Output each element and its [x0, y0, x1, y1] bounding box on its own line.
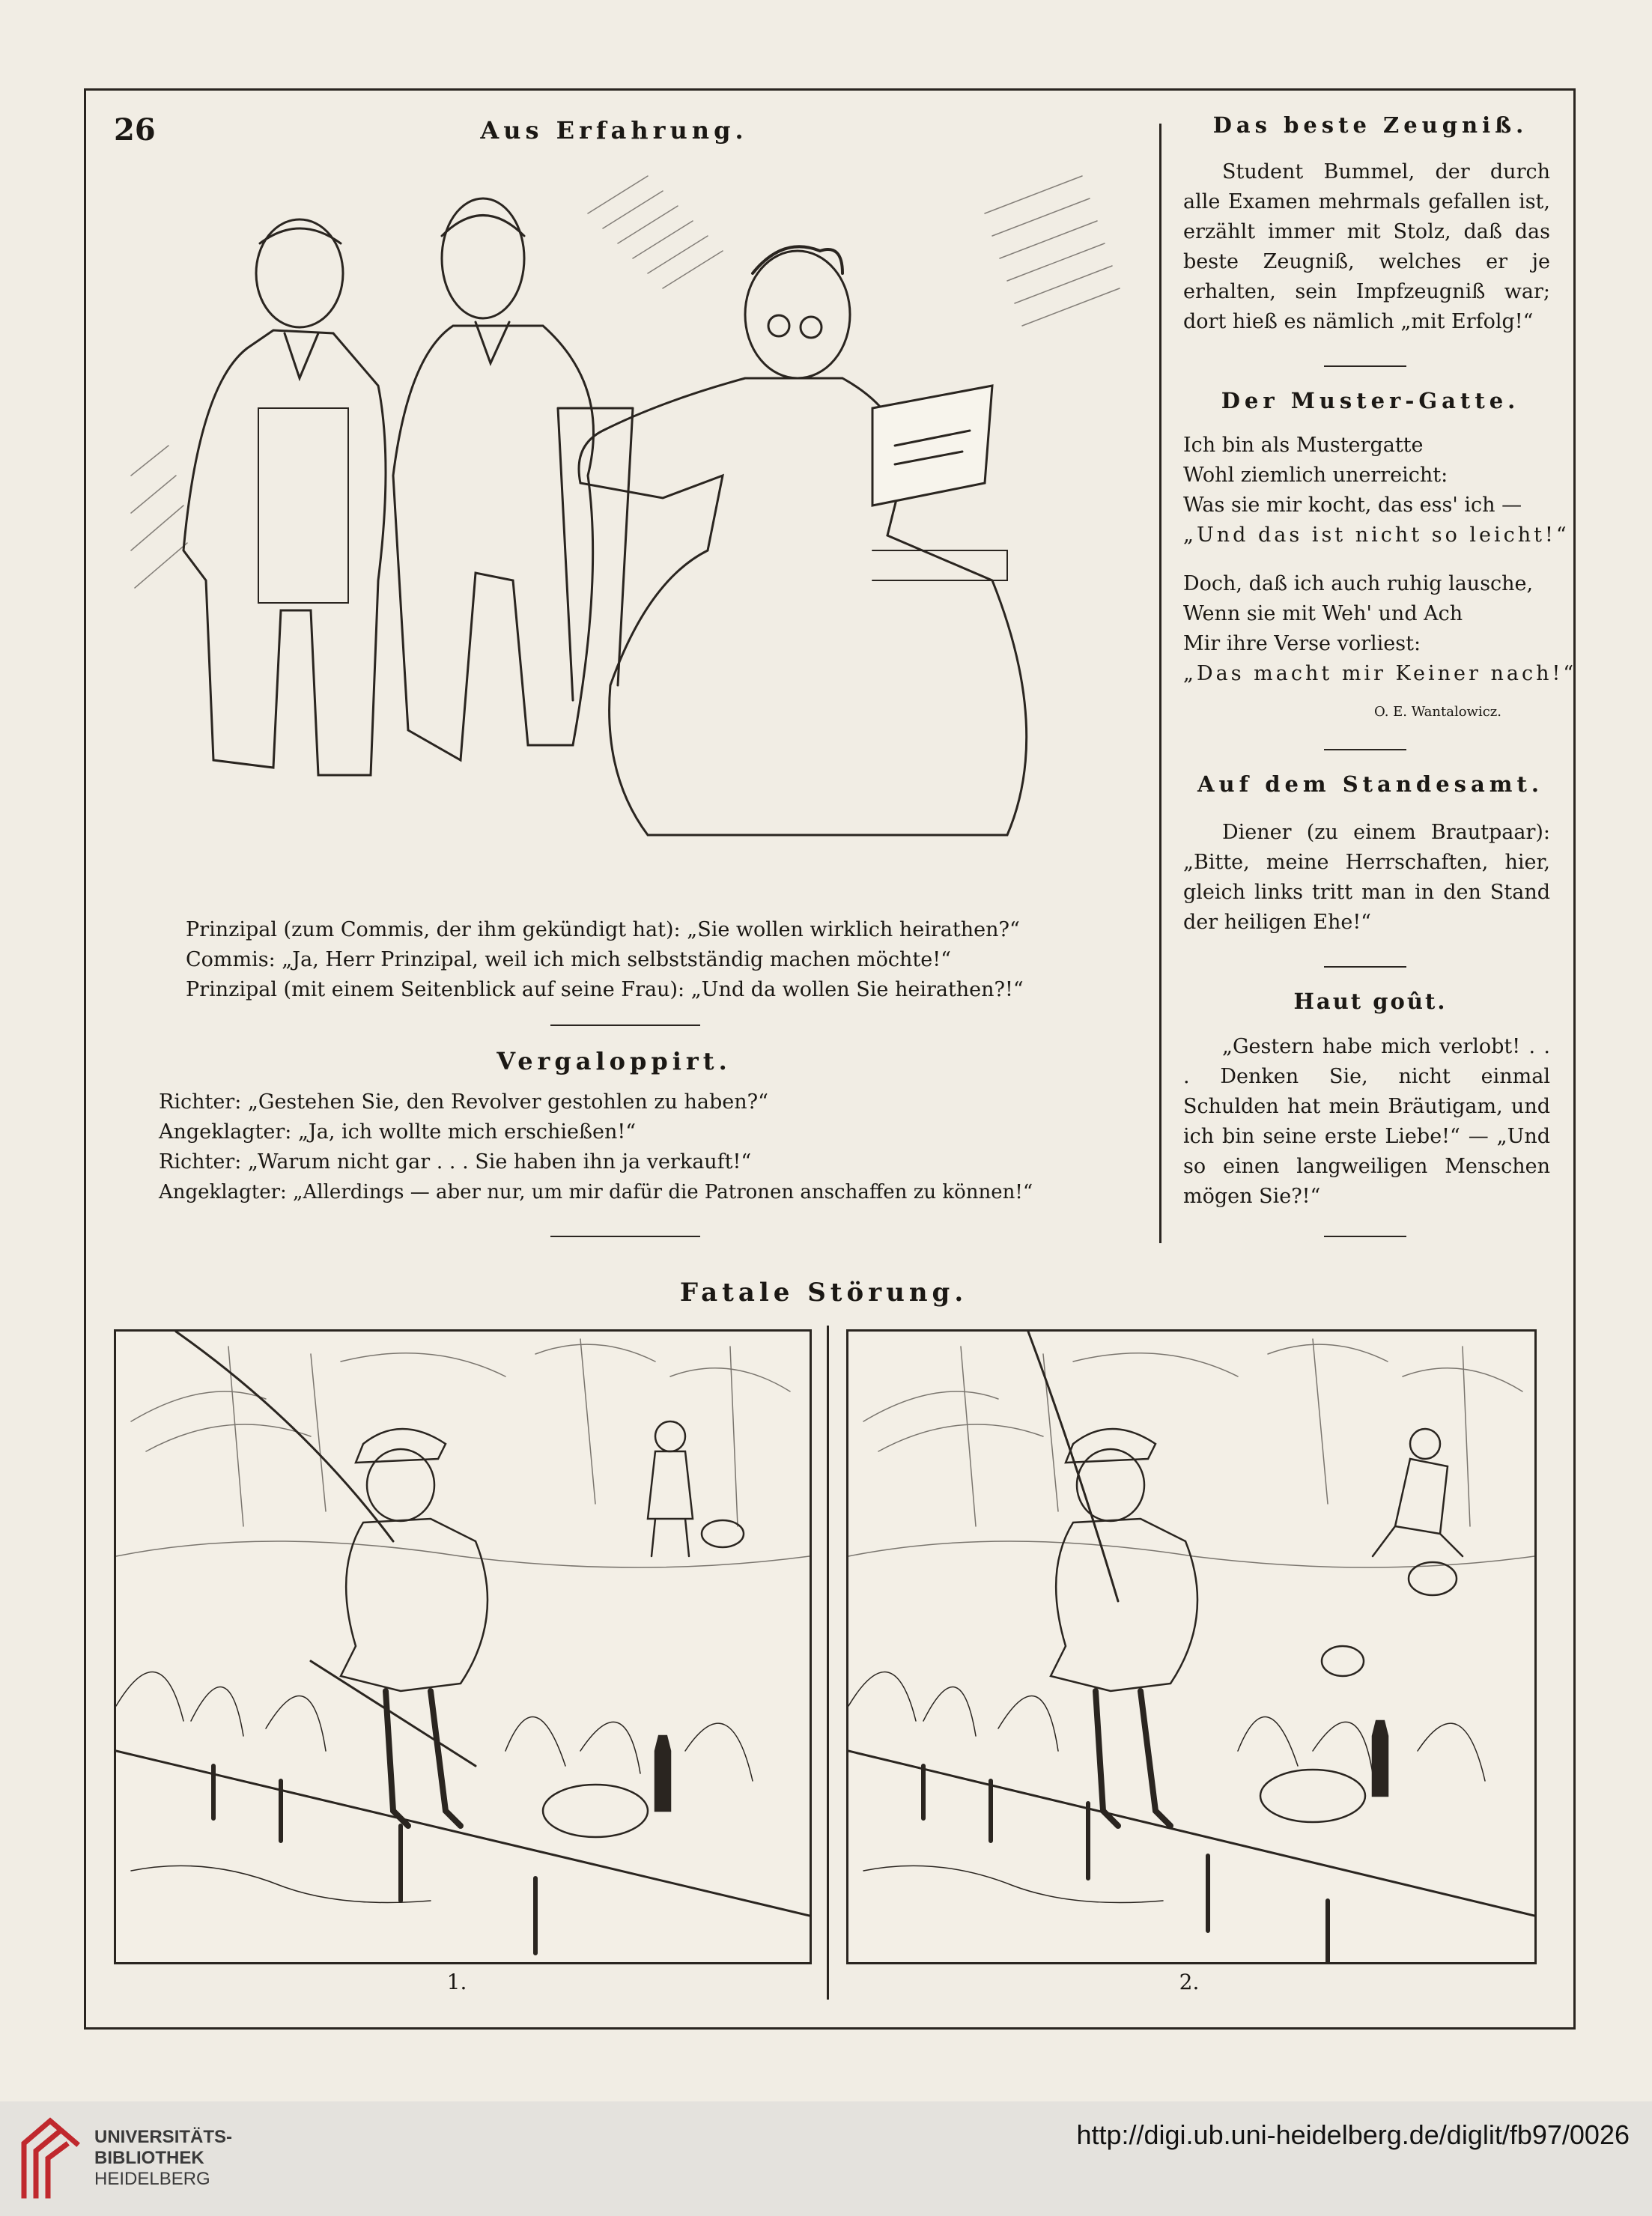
haut-gout-text: „Gestern habe mich verlobt! . . . Denken Sie, nicht einmal Schulden hat mein Bräutigam, und ich bin seine erste Liebe!“ — „Und so einen langweiligen Menschen mögen Sie?!“	[1183, 1035, 1550, 1208]
separator	[1324, 1236, 1406, 1237]
aus-erfahrung-line-1: Prinzipal (zum Commis, der ihm gekündigt hat): „Sie wollen wirklich heirathen?“	[186, 918, 1020, 941]
panel-2-label: 2.	[1179, 1970, 1200, 1994]
muster-gatte-stanza-1-line-2: Wohl ziemlich unerreicht:	[1183, 464, 1448, 487]
vergaloppirt-line-3: Richter: „Warum nicht gar . . . Sie haben ihn ja verkauft!“	[159, 1150, 752, 1174]
page-number: 26	[114, 112, 156, 148]
university-logo-text	[94, 2127, 232, 2190]
title-vergaloppirt: Vergaloppirt.	[496, 1047, 732, 1075]
logo-line-1: UNIVERSITÄTS-	[94, 2127, 233, 2147]
separator	[1324, 365, 1406, 367]
separator	[550, 1236, 700, 1237]
aus-erfahrung-line-3: Prinzipal (mit einem Seitenblick auf seine Frau): „Und da wollen Sie heirathen?!“	[186, 978, 1024, 1001]
muster-gatte-stanza-2-line-1: Doch, daß ich auch ruhig lausche,	[1183, 572, 1534, 595]
muster-gatte-stanza-2-line-3: Mir ihre Verse vorliest:	[1183, 632, 1421, 655]
separator	[550, 1024, 700, 1026]
logo-line-3: HEIDELBERG	[94, 2169, 210, 2189]
panel-1-label: 1.	[446, 1970, 467, 1994]
title-haut-gout: Haut goût.	[1293, 989, 1448, 1014]
title-muster-gatte: Der Muster-Gatte.	[1221, 388, 1520, 413]
logo-line-2: BIBLIOTHEK	[94, 2148, 204, 2168]
muster-gatte-stanza-1-line-1: Ich bin als Mustergatte	[1183, 434, 1424, 457]
muster-gatte-stanza-2-line-2: Wenn sie mit Weh' und Ach	[1183, 602, 1463, 625]
source-url-link[interactable]: http://digi.ub.uni-heidelberg.de/diglit/fb97/0026	[1076, 2119, 1630, 2150]
panel-divider	[827, 1326, 829, 2000]
column-divider	[1159, 124, 1161, 1243]
title-fatale-stoerung: Fatale Störung.	[679, 1278, 968, 1308]
vergaloppirt-line-1: Richter: „Gestehen Sie, den Revolver gestohlen zu haben?“	[159, 1090, 768, 1114]
comic-panel-2	[846, 1329, 1537, 1964]
muster-gatte-stanza-1-line-4: „Und das ist nicht so leicht!“	[1183, 523, 1570, 547]
footer-bar	[0, 2101, 1652, 2216]
aus-erfahrung-line-2: Commis: „Ja, Herr Prinzipal, weil ich mich selbstständig machen möchte!“	[186, 948, 951, 971]
vergaloppirt-line-4: Angeklagter: „Allerdings — aber nur, um mir dafür die Patronen anschaffen zu können!“	[159, 1181, 1033, 1203]
separator	[1324, 749, 1406, 750]
title-aus-erfahrung: Aus Erfahrung.	[480, 116, 748, 145]
illustration-aus-erfahrung	[124, 161, 1150, 857]
separator	[1324, 966, 1406, 968]
university-logo-icon	[16, 2113, 84, 2202]
beste-zeugniss-text: Student Bummel, der durch alle Examen mehrmals gefallen ist, erzählt immer mit Stolz, daß das beste Zeugniß, welches er je erhalten, sein Impfzeugniß war; dort hieß es nämlich „mit Erfolg!“	[1183, 160, 1550, 333]
title-standesamt: Auf dem Standesamt.	[1197, 771, 1543, 797]
standesamt-text: Diener (zu einem Brautpaar): „Bitte, meine Herrschaften, hier, gleich links tritt man in den Stand der heiligen Ehe!“	[1183, 821, 1550, 934]
muster-gatte-stanza-2-line-4: „Das macht mir Keiner nach!“	[1183, 662, 1577, 685]
muster-gatte-stanza-1-line-3: Was sie mir kocht, das ess' ich —	[1183, 494, 1522, 517]
signature: O. E. Wantalowicz.	[1374, 704, 1501, 720]
vergaloppirt-line-2: Angeklagter: „Ja, ich wollte mich erschießen!“	[159, 1120, 637, 1144]
title-beste-zeugniss: Das beste Zeugniß.	[1212, 112, 1528, 138]
comic-panel-1	[114, 1329, 812, 1964]
